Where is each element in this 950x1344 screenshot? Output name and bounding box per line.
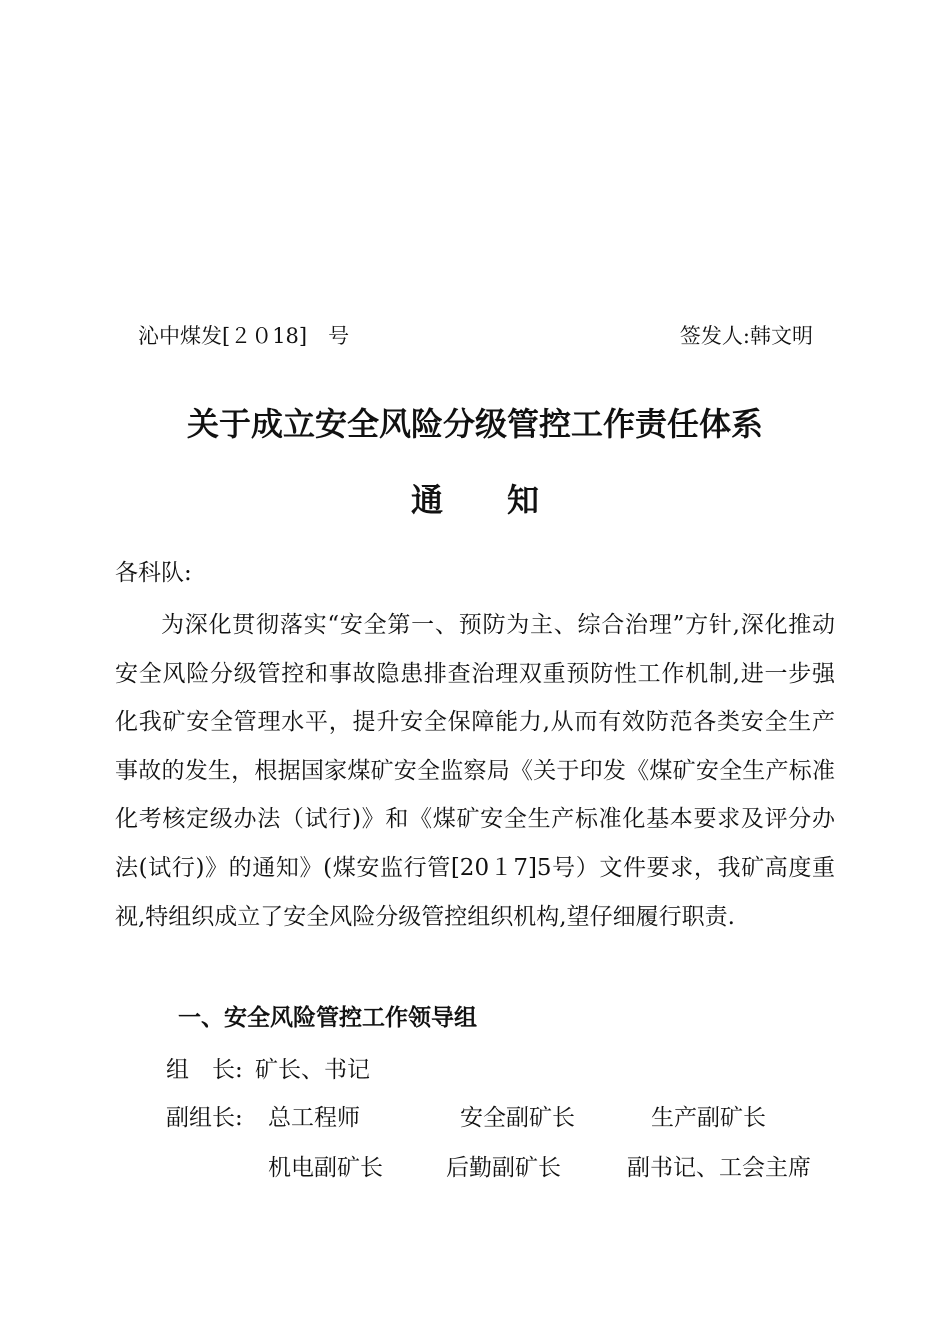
document-title: 关于成立安全风险分级管控工作责任体系 bbox=[186, 405, 763, 443]
salutation: 各科队: bbox=[115, 560, 192, 586]
deputy-label: 副组长: bbox=[166, 1105, 243, 1131]
leader-label: 组 长: bbox=[166, 1057, 243, 1083]
section-heading: 一、安全风险管控工作领导组 bbox=[178, 1005, 477, 1031]
deputy-item: 后勤副矿长 bbox=[446, 1155, 561, 1181]
deputy-item: 机电副矿长 bbox=[268, 1155, 383, 1181]
deputy-item: 安全副矿长 bbox=[460, 1105, 575, 1131]
document-title-notice: 通 知 bbox=[410, 481, 539, 519]
leader-value: 矿长、书记 bbox=[255, 1057, 370, 1083]
signer: 签发人:韩文明 bbox=[679, 324, 813, 348]
deputy-item: 副书记、工会主席 bbox=[627, 1155, 811, 1181]
deputy-item: 总工程师 bbox=[268, 1105, 360, 1131]
body-paragraph: 为深化贯彻落实“安全第一、预防为主、综合治理”方针,深化推动安全风险分级管控和事故隐患排查治理双重预防性工作机制,进一步强化我矿安全管理水平，提升安全保障能力,从而有效防范各类安全生产事故的发生，根据国家煤矿安全监察局《关于印发《煤矿安全生产标准化考核定级办法（试行)》和《煤矿安全生产标准化基本要求及评分办法(试行)》的通知》(煤安监行管[20１7]5号）文件要求，我矿高度重视,特组织成立了安全风险分级管控组织机构,望仔细履行职责. bbox=[115, 612, 835, 930]
document-header bbox=[138, 318, 813, 354]
document-number: 沁中煤发[２０18] 号 bbox=[138, 324, 350, 348]
deputy-item: 生产副矿长 bbox=[651, 1105, 766, 1131]
